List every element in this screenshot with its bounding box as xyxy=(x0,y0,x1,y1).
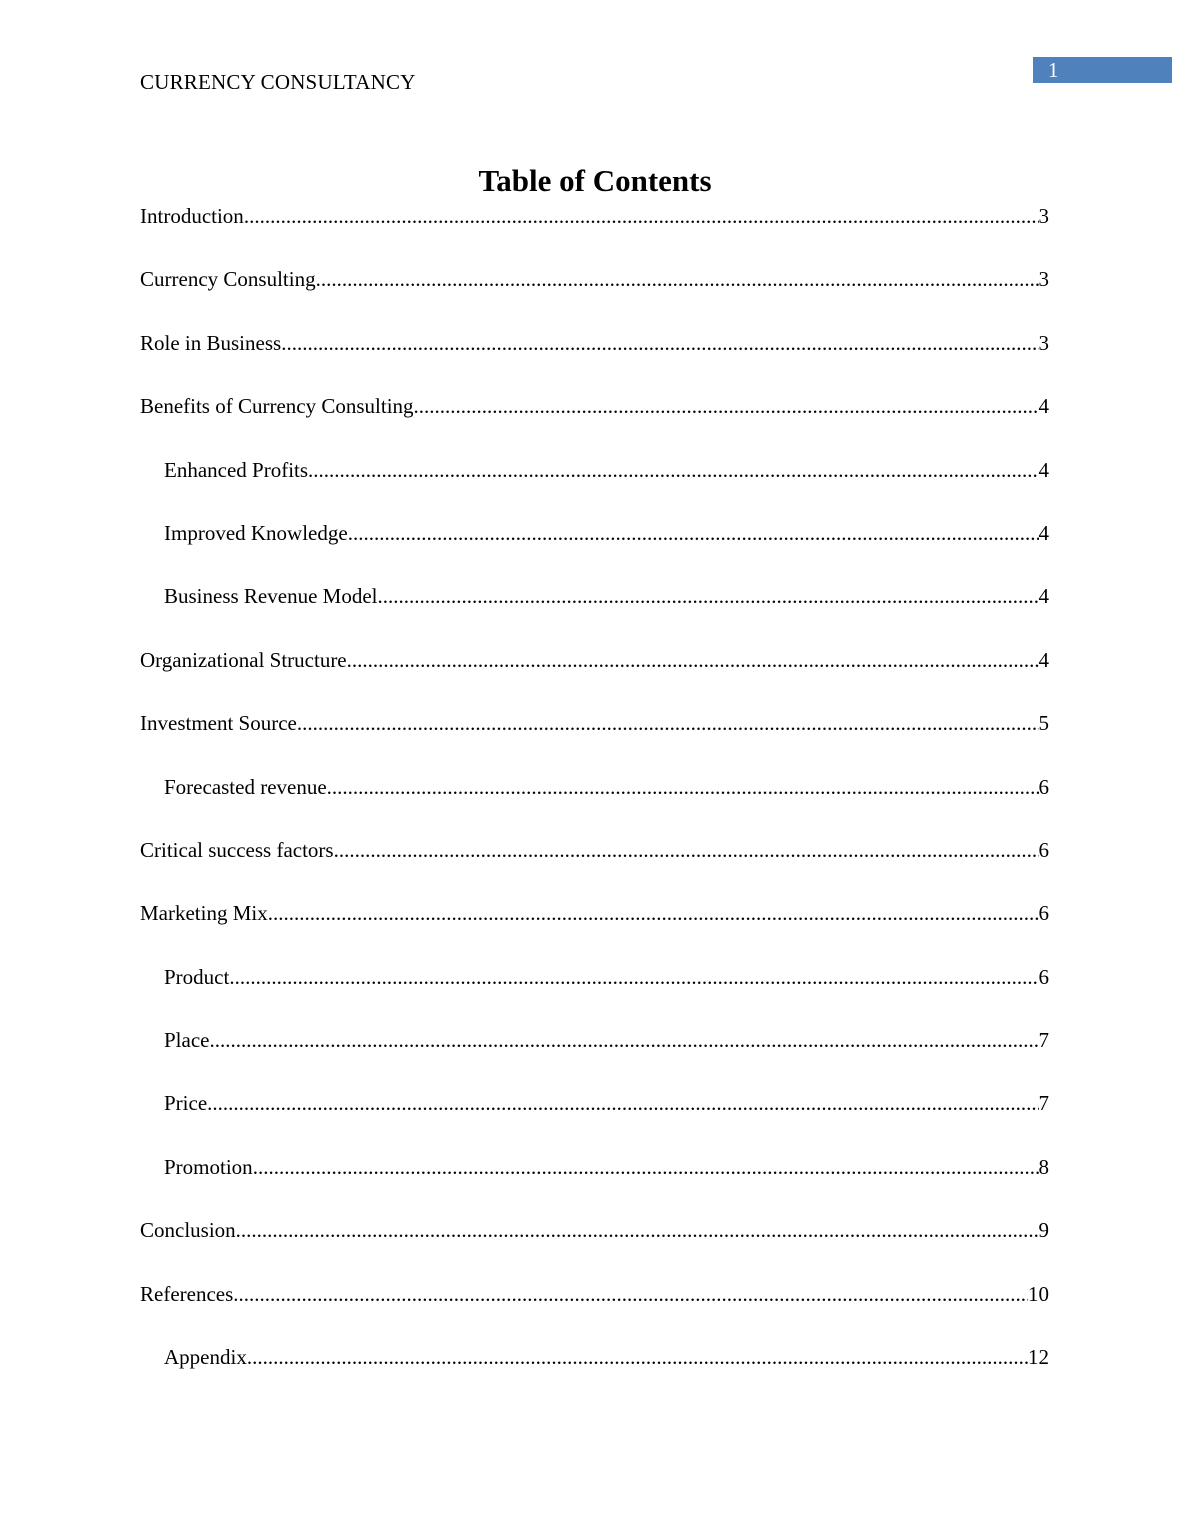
toc-entry-label[interactable]: Product xyxy=(164,964,230,989)
toc-entry-page-number[interactable]: 3 xyxy=(1038,330,1049,355)
toc-dot-leader xyxy=(253,1152,1039,1182)
toc-dot-leader xyxy=(229,962,1038,992)
toc-entry[interactable] xyxy=(140,708,1049,771)
toc-entry-page-number[interactable]: 4 xyxy=(1038,457,1049,482)
toc-entry[interactable] xyxy=(140,1342,1049,1405)
toc-entry[interactable] xyxy=(140,201,1049,264)
toc-entry-page-number[interactable]: 3 xyxy=(1038,204,1049,228)
toc-entry[interactable] xyxy=(140,1215,1049,1278)
toc-dot-leader xyxy=(348,518,1039,548)
toc-dot-leader xyxy=(209,1025,1038,1055)
toc-entry-label[interactable]: Enhanced Profits xyxy=(164,457,309,482)
toc-entry-label[interactable]: References xyxy=(140,1281,234,1306)
toc-entry-page-number[interactable]: 6 xyxy=(1038,837,1049,862)
toc-entry-label[interactable]: Currency Consulting xyxy=(140,267,316,292)
toc-dot-leader xyxy=(207,1088,1038,1118)
toc-entry-label[interactable]: Place xyxy=(164,1028,210,1053)
toc-entry[interactable] xyxy=(140,645,1049,708)
toc-entry[interactable] xyxy=(140,455,1049,518)
toc-entry-page-number[interactable]: 6 xyxy=(1038,964,1049,989)
toc-entry-page-number[interactable]: 4 xyxy=(1038,394,1049,419)
toc-dot-leader xyxy=(308,455,1038,485)
toc-entry[interactable] xyxy=(140,1279,1049,1342)
toc-entry-label[interactable]: Forecasted revenue xyxy=(164,774,327,799)
toc-entry[interactable] xyxy=(140,962,1049,1025)
toc-entry-label[interactable]: Critical success factors xyxy=(140,837,334,862)
toc-entry-label[interactable]: Price xyxy=(164,1091,208,1116)
toc-entry-label[interactable]: Organizational Structure xyxy=(140,647,347,672)
toc-entry-page-number[interactable]: 7 xyxy=(1038,1091,1049,1116)
toc-dot-leader xyxy=(377,581,1038,611)
toc-dot-leader xyxy=(281,328,1038,358)
toc-entry-page-number[interactable]: 4 xyxy=(1038,647,1049,672)
toc-entry-page-number[interactable]: 3 xyxy=(1038,267,1049,292)
page-number: 1 xyxy=(1048,58,1059,82)
toc-entry-label[interactable]: Appendix xyxy=(164,1345,247,1370)
toc-entry-label[interactable]: Role in Business xyxy=(140,330,282,355)
toc-entry-label[interactable]: Improved Knowledge xyxy=(164,520,348,545)
toc-entry-page-number[interactable]: 7 xyxy=(1038,1028,1049,1053)
toc-entry-label[interactable]: Investment Source xyxy=(140,711,297,736)
toc-entry-page-number[interactable]: 9 xyxy=(1038,1218,1049,1243)
toc-dot-leader xyxy=(233,1279,1028,1309)
table-of-contents xyxy=(140,201,1049,1405)
toc-entry-label[interactable]: Promotion xyxy=(164,1154,253,1179)
toc-dot-leader xyxy=(268,898,1039,928)
toc-entry-page-number[interactable]: 6 xyxy=(1038,901,1049,926)
toc-entry-page-number[interactable]: 6 xyxy=(1038,774,1049,799)
toc-entry[interactable] xyxy=(140,772,1049,835)
toc-entry[interactable] xyxy=(140,518,1049,581)
toc-entry[interactable] xyxy=(140,835,1049,898)
toc-entry-label[interactable]: Conclusion xyxy=(140,1218,236,1243)
toc-entry[interactable] xyxy=(140,264,1049,327)
toc-dot-leader xyxy=(334,835,1039,865)
toc-dot-leader xyxy=(297,708,1039,738)
toc-entry-label[interactable]: Introduction xyxy=(140,204,244,228)
toc-entry-page-number[interactable]: 10 xyxy=(1028,1281,1049,1306)
toc-entry-label[interactable]: Marketing Mix xyxy=(140,901,268,926)
toc-entry[interactable] xyxy=(140,581,1049,644)
toc-dot-leader xyxy=(236,1215,1039,1245)
toc-entry[interactable] xyxy=(140,1088,1049,1151)
toc-dot-leader xyxy=(327,772,1039,802)
toc-entry-page-number[interactable]: 4 xyxy=(1038,584,1049,609)
toc-entry[interactable] xyxy=(140,1025,1049,1088)
toc-dot-leader xyxy=(244,201,1039,231)
toc-dot-leader xyxy=(347,645,1039,675)
toc-dot-leader xyxy=(414,391,1039,421)
toc-entry[interactable] xyxy=(140,898,1049,961)
toc-entry-page-number[interactable]: 12 xyxy=(1028,1345,1049,1370)
toc-entry[interactable] xyxy=(140,328,1049,391)
toc-entry-label[interactable]: Business Revenue Model xyxy=(164,584,378,609)
toc-entry-page-number[interactable]: 5 xyxy=(1038,711,1049,736)
toc-entry-page-number[interactable]: 8 xyxy=(1038,1154,1049,1179)
toc-entry-page-number[interactable]: 4 xyxy=(1038,520,1049,545)
toc-dot-leader xyxy=(247,1342,1028,1372)
page-number-badge xyxy=(1033,57,1172,83)
running-header-title: CURRENCY CONSULTANCY xyxy=(140,70,416,94)
toc-entry[interactable] xyxy=(140,391,1049,454)
toc-entry[interactable] xyxy=(140,1152,1049,1215)
toc-heading: Table of Contents xyxy=(478,163,712,198)
toc-entry-label[interactable]: Benefits of Currency Consulting xyxy=(140,394,414,419)
toc-dot-leader xyxy=(316,264,1039,294)
